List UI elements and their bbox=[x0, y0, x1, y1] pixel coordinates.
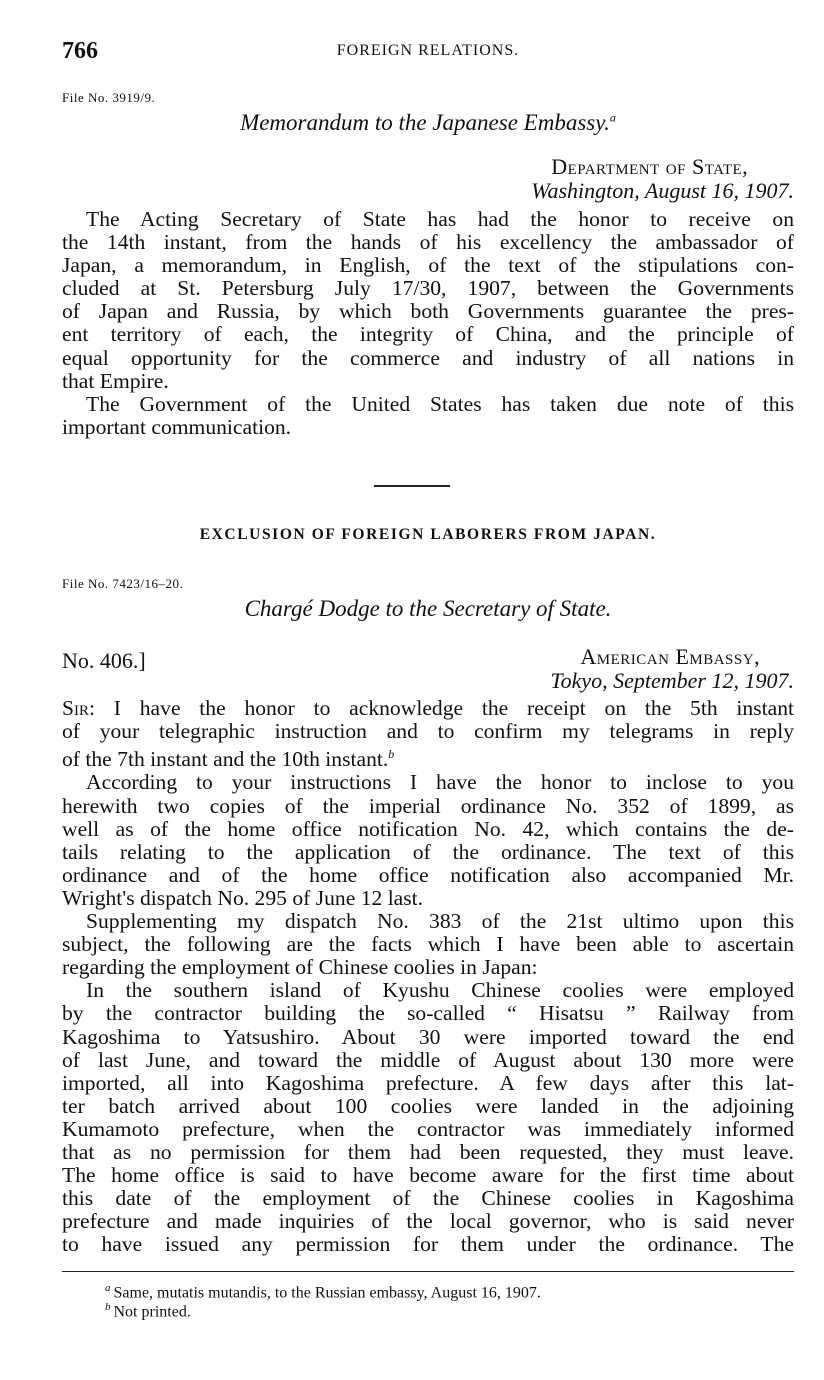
text-line: Kagoshima to Yatsushiro. About 30 were imported toward the end bbox=[62, 1024, 794, 1049]
text-line: The Acting Secretary of State has had the honor to receive on bbox=[86, 207, 794, 231]
document-title: Chargé Dodge to the Secretary of State. bbox=[244, 596, 612, 621]
text-line: In the southern island of Kyushu Chinese coolies were employed bbox=[86, 978, 794, 1003]
text-line: imported, all into Kagoshima prefecture. A few days after this lat- bbox=[62, 1070, 794, 1095]
footnote-text: Same, mutatis mutandis, to the Russian embassy, August 16, 1907. bbox=[113, 1284, 541, 1302]
section-heading: EXCLUSION OF FOREIGN LABORERS FROM JAPAN. bbox=[199, 526, 657, 543]
text-line: of last June, and toward the middle of August about 130 more were bbox=[62, 1047, 794, 1072]
text-line: to have issued any permission for them under the ordinance. The bbox=[62, 1232, 794, 1257]
section-divider bbox=[374, 485, 450, 487]
footnote-text: Not printed. bbox=[113, 1303, 191, 1321]
dateline-place-date: Tokyo, September 12, 1907. bbox=[550, 668, 794, 693]
text-line: important communication. bbox=[62, 414, 292, 439]
text-line: Supplementing my dispatch No. 383 of the 21st ultimo upon this bbox=[86, 909, 794, 934]
footnote-mark: b bbox=[105, 1301, 111, 1313]
text-line: that Empire. bbox=[62, 368, 169, 393]
text-line: regarding the employment of Chinese coolies in Japan: bbox=[62, 955, 538, 980]
dispatch-number: No. 406.] bbox=[62, 648, 146, 673]
text-line: well as of the home office notification No. 42, which contains the de- bbox=[62, 816, 794, 841]
text-line: that as no permission for them had been requested, they must leave. bbox=[62, 1139, 794, 1164]
dateline-place-date: Washington, August 16, 1907. bbox=[531, 178, 794, 203]
file-number: File No. 3919/9. bbox=[62, 90, 156, 105]
text-line: subject, the following are the facts which I have been able to ascertain bbox=[62, 932, 794, 957]
text-line: The Government of the United States has taken due note of this bbox=[86, 391, 794, 416]
text-line: this date of the employment of the Chinese coolies in Kagoshima bbox=[62, 1186, 794, 1211]
text-line: ordinance and of the home office notification also accompanied Mr. bbox=[62, 862, 794, 887]
text-line: Wright's dispatch No. 295 of June 12 last. bbox=[62, 885, 424, 910]
document-title-text: Memorandum to the Japanese Embassy. bbox=[240, 110, 610, 135]
paragraph bbox=[62, 208, 794, 439]
footnote-mark: a bbox=[105, 1282, 111, 1294]
text-line: Sir: I have the honor to acknowledge the receipt on the 5th instant bbox=[62, 696, 794, 720]
page-header bbox=[62, 38, 794, 68]
letter-body bbox=[62, 697, 794, 1256]
footnote bbox=[105, 1298, 191, 1321]
text-line: Kumamoto prefecture, when the contractor was immediately informed bbox=[62, 1116, 794, 1141]
text-line: The home office is said to have become aware for the first time about bbox=[62, 1163, 794, 1188]
text-line: the 14th instant, from the hands of his excellency the ambassador of bbox=[62, 230, 794, 255]
text-line: ter batch arrived about 100 coolies were landed in the adjoining bbox=[62, 1093, 794, 1118]
text-line: According to your instructions I have the honor to inclose to you bbox=[86, 770, 794, 795]
dateline bbox=[531, 154, 794, 203]
dateline-office: American Embassy, bbox=[580, 644, 761, 669]
salutation: Sir: bbox=[62, 696, 96, 720]
running-head: FOREIGN RELATIONS. bbox=[336, 42, 520, 59]
dateline bbox=[550, 645, 794, 693]
text-line: ent territory of each, the integrity of China, and the principle of bbox=[62, 322, 794, 347]
text-line: cluded at St. Petersburg July 17/30, 1907, between the Governments bbox=[62, 276, 794, 301]
file-number: File No. 7423/16–20. bbox=[62, 576, 184, 591]
text-line: tails relating to the application of the ordinance. The text of this bbox=[62, 839, 794, 864]
text-line: of the 7th instant and the 10th instant.$^b$ bbox=[62, 747, 395, 772]
text-line: equal opportunity for the commerce and industry of all nations in bbox=[62, 345, 794, 370]
text-line: of your telegraphic instruction and to confirm my telegrams in reply bbox=[62, 719, 794, 744]
footnote-mark: a bbox=[609, 110, 616, 125]
text-line: by the contractor building the so-called “ Hisatsu ” Railway from bbox=[62, 1001, 794, 1026]
page-number: 766 bbox=[62, 38, 98, 64]
text-line: of Japan and Russia, by which both Governments guarantee the pres- bbox=[62, 299, 794, 324]
footnote-rule bbox=[62, 1271, 794, 1272]
text-line: Japan, a memorandum, in English, of the text of the stipulations con- bbox=[62, 253, 794, 278]
text-line: prefecture and made inquiries of the local governor, who is said never bbox=[62, 1209, 794, 1234]
document-title bbox=[62, 110, 794, 136]
text-line: herewith two copies of the imperial ordinance No. 352 of 1899, as bbox=[62, 793, 794, 818]
dateline-office: Department of State, bbox=[551, 154, 749, 179]
footnote-mark: b bbox=[388, 747, 395, 762]
